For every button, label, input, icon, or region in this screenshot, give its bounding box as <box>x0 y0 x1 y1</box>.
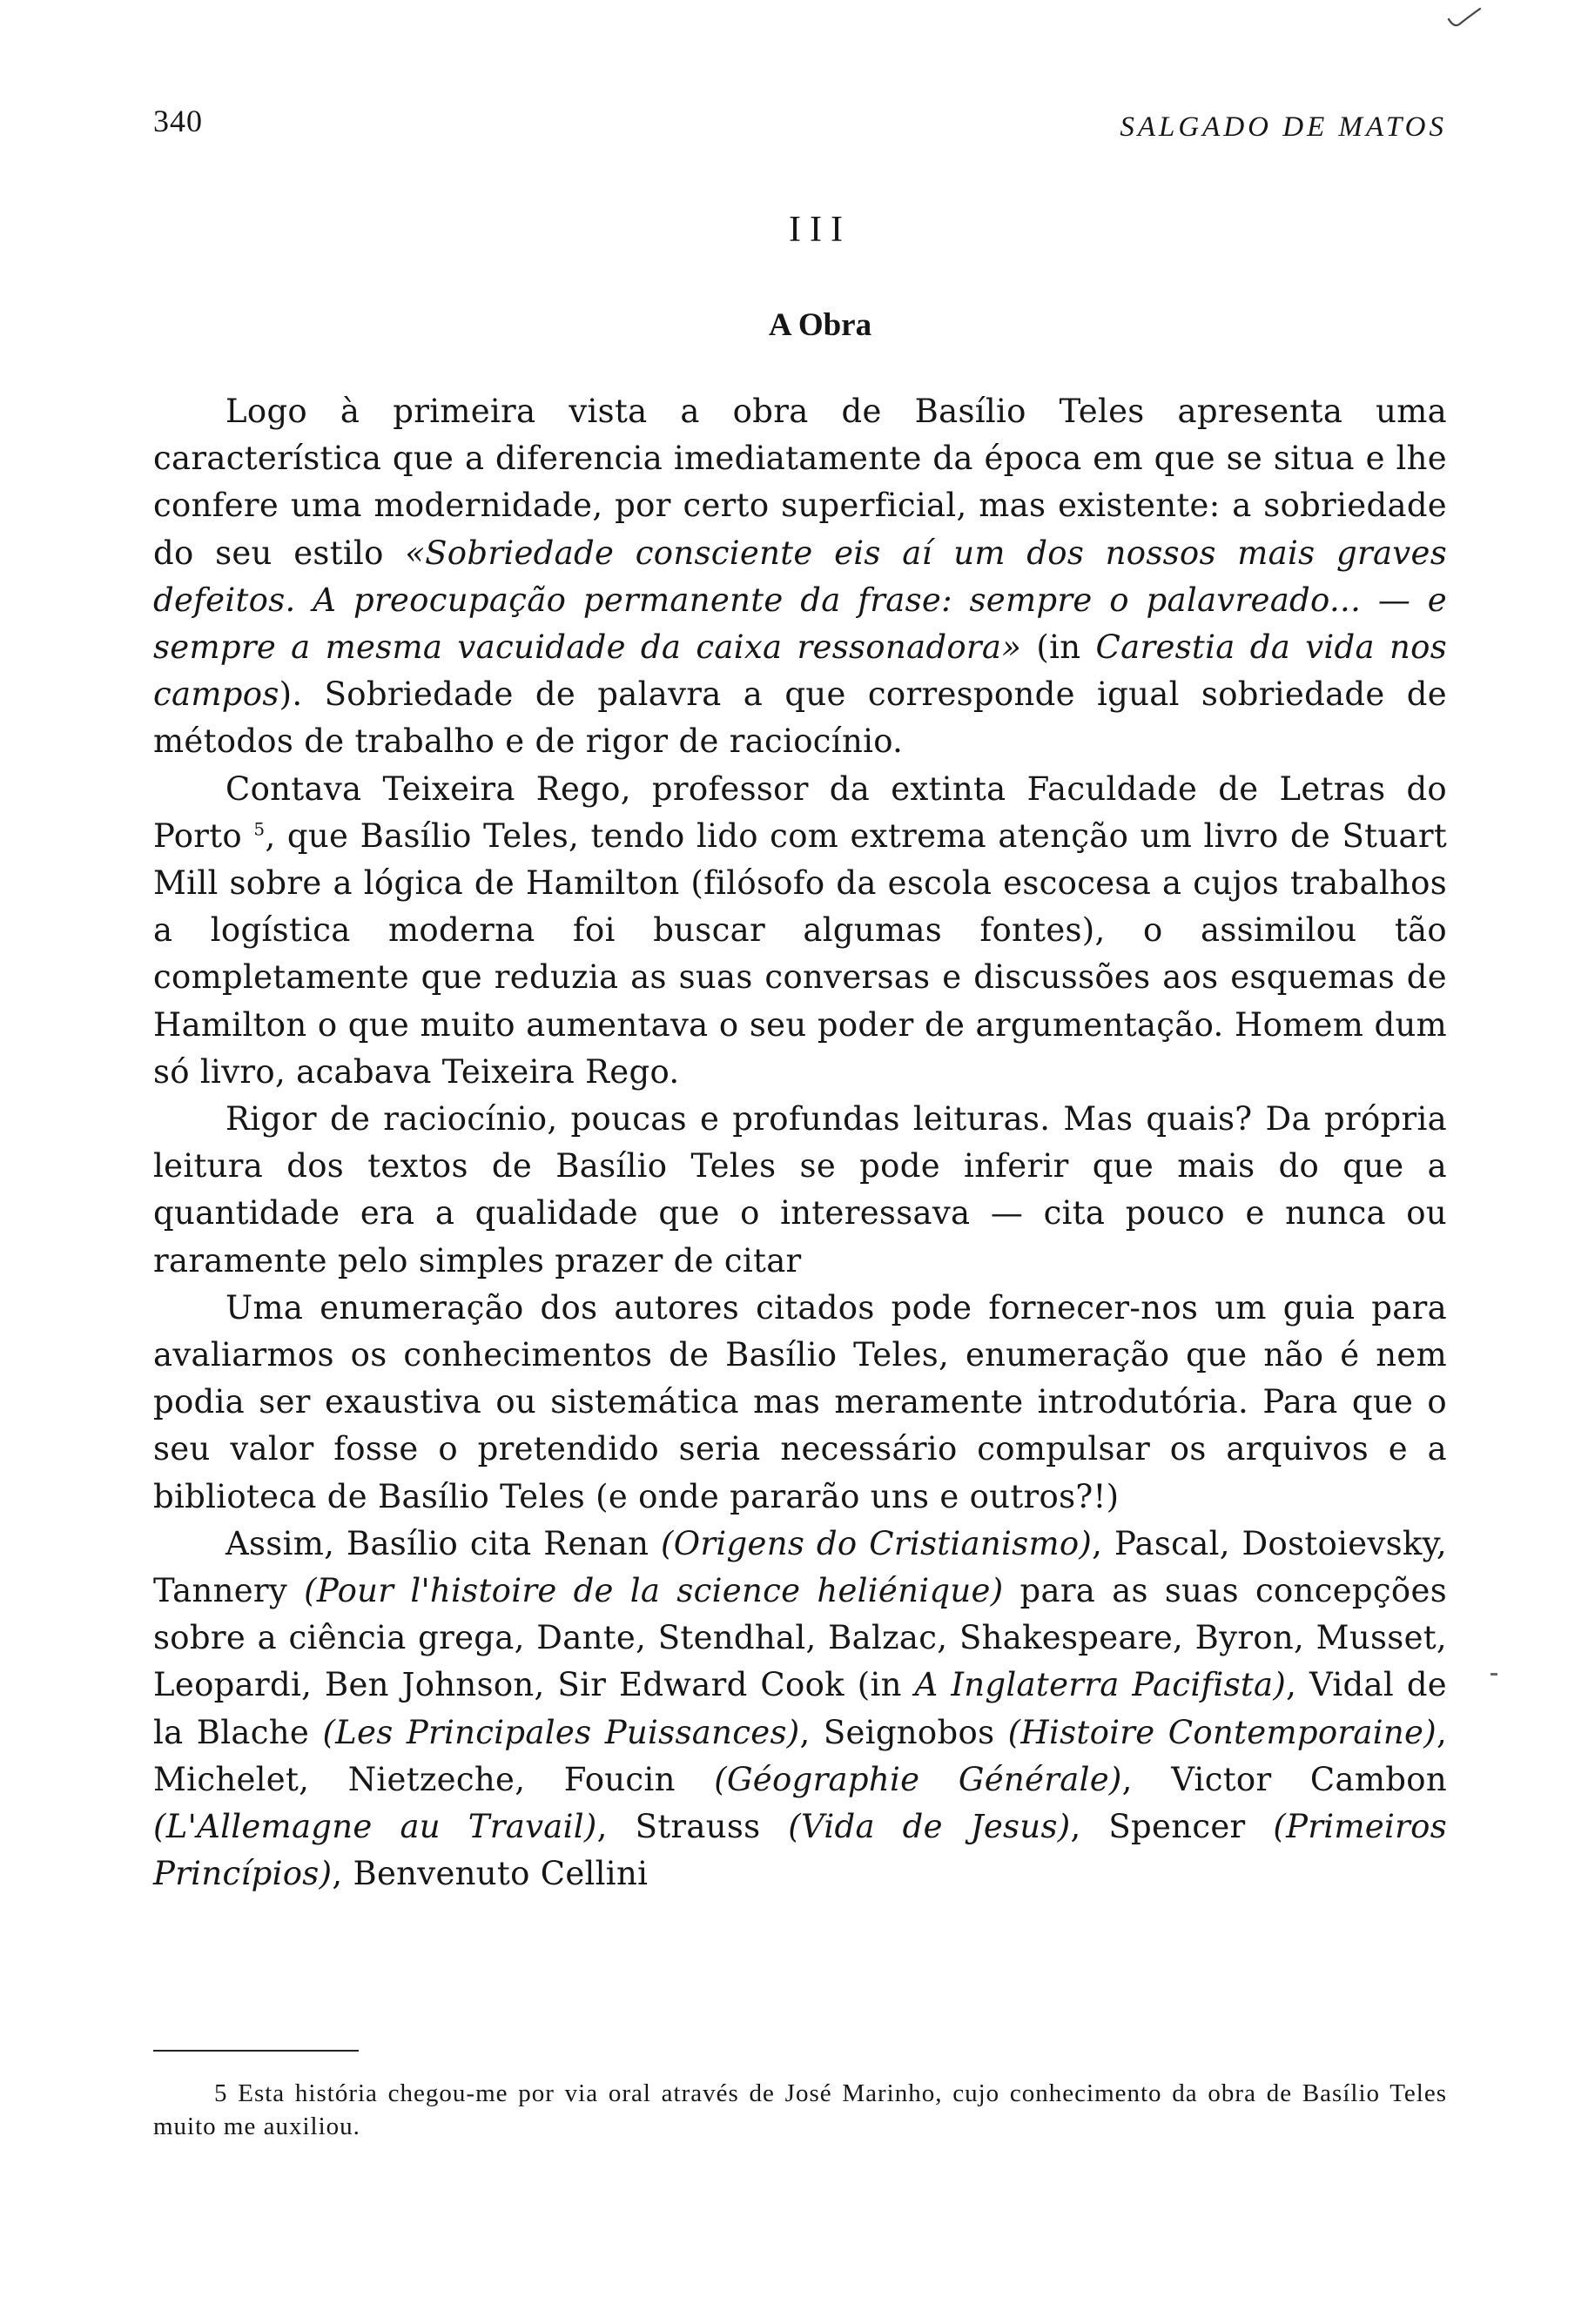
paragraph-4: Uma enumeração dos autores citados pode fornecer-nos um guia para avaliarmos os conhecimentos de Basílio Teles, enumeração que não é nem podia ser exaustiva ou sistemática mas meramente introdutória. Para que o seu valor fosse o pretendido seria necessário compulsar os arquivos e a biblioteca de Basílio Teles (e onde pararão uns e outros?!) <box>153 1288 1447 1515</box>
footnote <box>153 2077 1447 2143</box>
footnote-marker: 5 <box>214 2079 228 2107</box>
section-number: III <box>789 210 851 250</box>
text-run: , Seignobos <box>799 1713 1008 1751</box>
quotation: «Sobriedade consciente eis aí um dos nossos mais graves defeitos. A preocupação permanente da frase: sempre o palavreado... — e sempre a mesma vacuidade da caixa ressonadora» <box>153 534 1447 667</box>
text-run: , Strauss <box>596 1808 789 1846</box>
paragraph-3: Rigor de raciocínio, poucas e profundas leituras. Mas quais? Da própria leitura dos textos de Basílio Teles se pode inferir que mais do que a quantidade era a qualidade que o interessava — cita pouco e nunca ou raramente pelo simples prazer de citar <box>153 1100 1447 1280</box>
footnote-text: Esta história chegou-me por via oral através de José Marinho, cujo conhecimento da obra de Basílio Teles muito me auxiliou. <box>153 2079 1447 2140</box>
margin-mark <box>1490 1673 1497 1676</box>
body-text <box>153 388 1447 1898</box>
footnote-divider <box>153 2050 359 2052</box>
pencil-check-mark <box>1445 5 1484 31</box>
book-title: (L'Allemagne au Travail) <box>153 1808 597 1846</box>
text-run: Contava Teixeira Rego, professor da extinta Faculdade de Letras do Porto <box>153 769 1447 855</box>
text-run: , Vidal de la Blache <box>153 1666 1448 1751</box>
text-run: , Benvenuto Cellini <box>332 1855 649 1893</box>
paragraph-2 <box>153 766 1447 1096</box>
text-run: (in <box>1021 628 1096 667</box>
book-title: (Géographie Générale) <box>714 1760 1122 1798</box>
paragraph-1 <box>153 388 1447 766</box>
page-number: 340 <box>153 104 203 138</box>
book-title: (Histoire Contemporaine) <box>1007 1713 1437 1751</box>
paragraph-5 <box>153 1521 1447 1898</box>
book-title: A Inglaterra Pacifista) <box>914 1666 1287 1704</box>
text-run: , Victor Cambon <box>1121 1760 1447 1798</box>
book-title: (Pour l'histoire de la science heliénique) <box>304 1572 1004 1610</box>
text-run: , Spencer <box>1070 1808 1274 1846</box>
text-run: ). Sobriedade de palavra a que corresponde igual sobriedade de métodos de trabalho e de rigor de raciocínio. <box>153 675 1447 761</box>
text-run: , Pascal, Dostoievsky, Tannery <box>153 1524 1447 1610</box>
book-title: (Origens do Cristianismo) <box>661 1524 1093 1562</box>
text-run: Assim, Basílio cita Renan <box>225 1524 662 1562</box>
book-title: (Les Principales Puissances) <box>322 1713 800 1751</box>
text-run: , que Basílio Teles, tendo lido com extrema atenção um livro de Stuart Mill sobre a lógica de Hamilton (filósofo da escola escocesa a cujos trabalhos a logística moderna foi buscar algumas fontes), o assimilou tão completamente que reduzia as suas conversas e discussões aos esquemas de Hamilton o que muito aumentava o seu poder de argumentação. Homem dum só livro, acabava Teixeira Rego. <box>153 816 1447 1091</box>
text-run: para as suas concepções sobre a ciência grega, Dante, Stendhal, Balzac, Shakespeare, Byron, Musset, Leopardi, Ben Johnson, Sir Edward Cook (in <box>153 1572 1447 1704</box>
section-title: A Obra <box>768 307 872 343</box>
text-run: , Michelet, Nietzeche, Foucin <box>153 1713 1447 1798</box>
book-title: (Primeiros Princípios) <box>153 1808 1447 1893</box>
running-head: SALGADO DE MATOS <box>1120 111 1447 143</box>
book-title: (Vida de Jesus) <box>788 1808 1071 1846</box>
text-run: Logo à primeira vista a obra de Basílio Teles apresenta uma característica que a diferencia imediatamente da época em que se situa e lhe confere uma modernidade, por certo superficial, mas existente: a sobriedade do seu estilo <box>153 393 1447 572</box>
book-title: Carestia da vida nos campos <box>153 628 1447 714</box>
footnote-reference[interactable]: 5 <box>253 818 266 840</box>
